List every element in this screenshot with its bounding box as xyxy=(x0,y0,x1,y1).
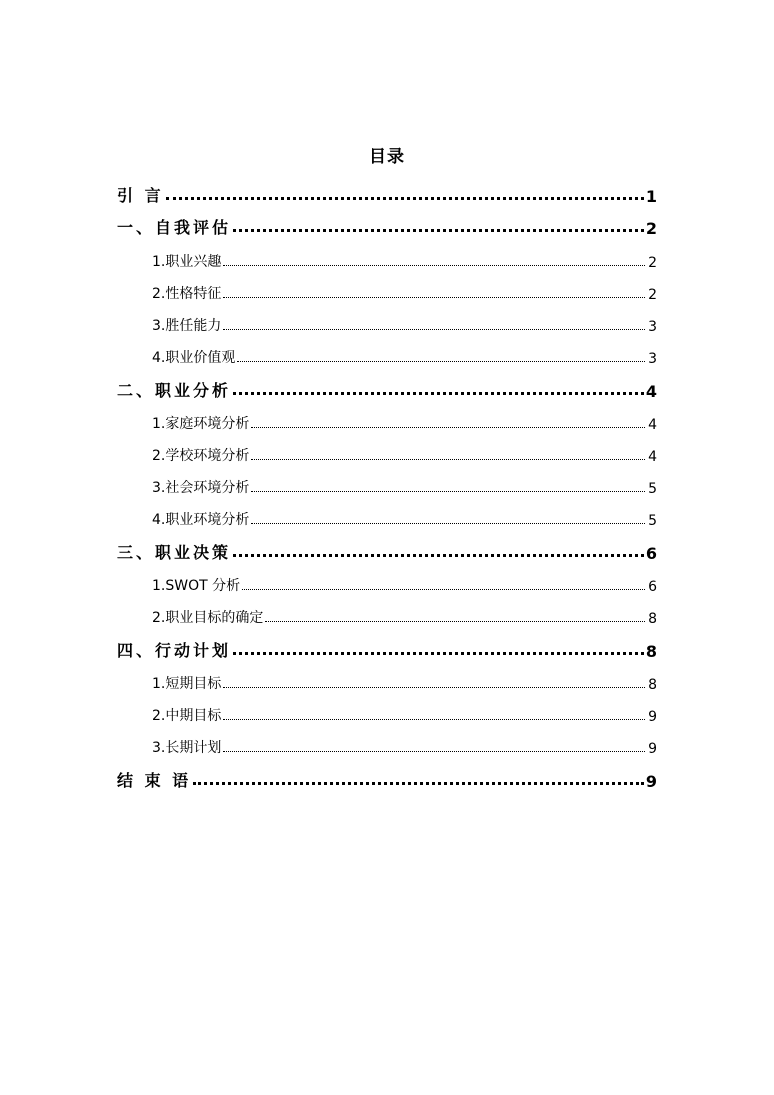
toc-entry-label: 2.中期目标 xyxy=(152,708,222,724)
dot-leader xyxy=(251,423,645,428)
toc-section-entry[interactable] xyxy=(152,411,657,433)
toc-page-number: 6 xyxy=(645,544,657,563)
toc-entry-label: 1.职业兴趣 xyxy=(152,254,222,270)
toc-page-number: 8 xyxy=(645,642,657,661)
toc-section-entry[interactable] xyxy=(152,605,657,627)
toc-entry-label: 1.家庭环境分析 xyxy=(152,416,250,432)
toc-page-number: 3 xyxy=(648,351,657,367)
dot-leader xyxy=(251,455,645,460)
toc-page-number: 9 xyxy=(648,709,657,725)
toc-entry-label: 2.职业目标的确定 xyxy=(152,610,264,626)
toc-section-entry[interactable] xyxy=(152,345,657,367)
toc-section-entry[interactable] xyxy=(152,443,657,465)
dot-leader xyxy=(233,225,644,232)
toc-section-entry[interactable] xyxy=(152,507,657,529)
dot-leader xyxy=(233,648,644,655)
toc-entry-label: 一、自我评估 xyxy=(117,218,232,237)
toc-page-number: 2 xyxy=(648,287,657,303)
toc-entry-label: 4.职业环境分析 xyxy=(152,512,250,528)
toc-entry-label: 2.性格特征 xyxy=(152,286,222,302)
dot-leader xyxy=(242,585,645,590)
toc-entry-label: 结 束 语 xyxy=(117,771,192,790)
toc-section-entry[interactable] xyxy=(152,735,657,757)
toc-chapter-entry[interactable] xyxy=(117,635,657,661)
toc-page-number: 4 xyxy=(645,382,657,401)
toc-page-number: 5 xyxy=(648,513,657,529)
dot-leader xyxy=(233,388,644,395)
toc-entry-label: 引 言 xyxy=(117,186,164,205)
toc-section-entry[interactable] xyxy=(152,475,657,497)
toc-chapter-entry[interactable] xyxy=(117,212,657,238)
dot-leader xyxy=(223,683,645,688)
toc-entry-label: 1.短期目标 xyxy=(152,676,222,692)
dot-leader xyxy=(223,747,645,752)
dot-leader xyxy=(233,550,644,557)
toc-chapter-entry[interactable] xyxy=(117,537,657,563)
dot-leader xyxy=(223,261,645,266)
toc-section-entry[interactable] xyxy=(152,671,657,693)
dot-leader xyxy=(193,778,644,785)
dot-leader xyxy=(251,487,645,492)
dot-leader xyxy=(223,293,645,298)
toc-page-number: 5 xyxy=(648,481,657,497)
toc-chapter-entry[interactable] xyxy=(117,180,657,206)
toc-title: 目录 xyxy=(369,147,405,167)
dot-leader xyxy=(166,193,644,200)
toc-chapter-entry[interactable] xyxy=(117,765,657,791)
toc-page-number: 6 xyxy=(648,579,657,595)
toc-page-number: 1 xyxy=(645,187,657,206)
toc-page-number: 4 xyxy=(648,449,657,465)
toc-section-entry[interactable] xyxy=(152,281,657,303)
dot-leader xyxy=(265,617,645,622)
dot-leader xyxy=(223,715,645,720)
toc-entry-label: 三、职业决策 xyxy=(117,543,232,562)
toc-section-entry[interactable] xyxy=(152,573,657,595)
toc-page-number: 9 xyxy=(648,741,657,757)
toc-entry-label: 3.社会环境分析 xyxy=(152,480,250,496)
toc-entry-label: 二、职业分析 xyxy=(117,381,232,400)
toc-page-number: 2 xyxy=(645,219,657,238)
toc-entry-label: 4.职业价值观 xyxy=(152,350,236,366)
toc-chapter-entry[interactable] xyxy=(117,375,657,401)
toc-page-number: 8 xyxy=(648,677,657,693)
toc-entry-label: 3.长期计划 xyxy=(152,740,222,756)
dot-leader xyxy=(251,519,645,524)
toc-entry-label: 2.学校环境分析 xyxy=(152,448,250,464)
toc-page-number: 8 xyxy=(648,611,657,627)
toc-page-number: 9 xyxy=(645,772,657,791)
toc-page-number: 4 xyxy=(648,417,657,433)
toc-page-number: 2 xyxy=(648,255,657,271)
toc-page-number: 3 xyxy=(648,319,657,335)
toc-entry-label: 3.胜任能力 xyxy=(152,318,222,334)
dot-leader xyxy=(237,357,645,362)
toc-entry-label: 四、行动计划 xyxy=(117,641,232,660)
toc-entry-label: 1.SWOT 分析 xyxy=(152,578,241,594)
toc-section-entry[interactable] xyxy=(152,249,657,271)
toc-section-entry[interactable] xyxy=(152,313,657,335)
toc-section-entry[interactable] xyxy=(152,703,657,725)
dot-leader xyxy=(223,325,645,330)
